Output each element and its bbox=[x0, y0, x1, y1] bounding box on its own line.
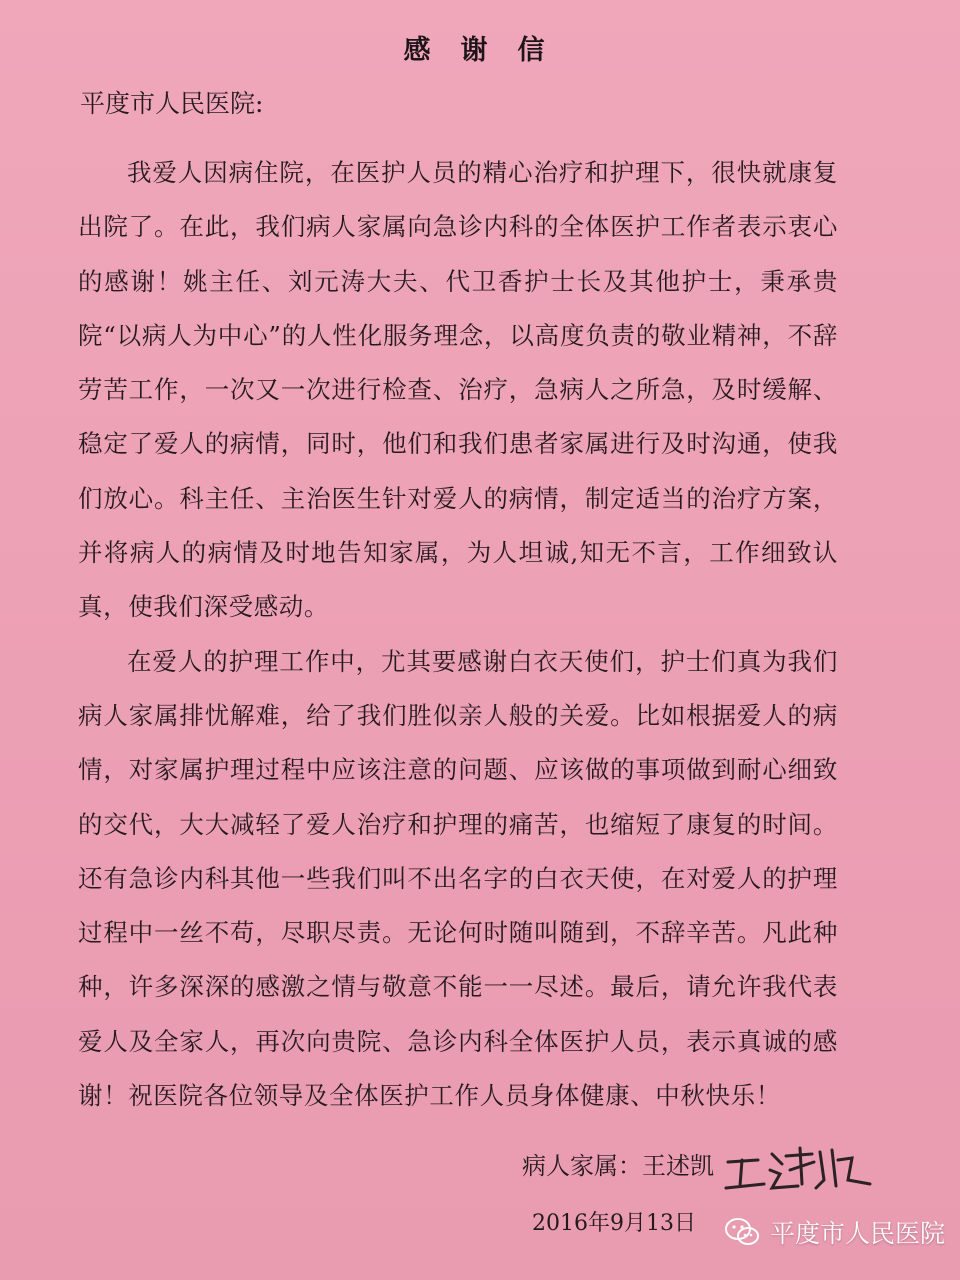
watermark-text: 平度市人民医院 bbox=[770, 1219, 946, 1248]
paragraph: 在爱人的护理工作中，尤其要感谢白衣天使们，护士们真为我们病人家属排忧解难，给了我们胜似亲人般的关爱。比如根据爱人的病情，对家属护理过程中应该注意的问题、应该做的事项做到耐心细致的交代，大大减轻了爱人治疗和护理的痛苦，也缩短了康复的时间。还有急诊内科其他一些我们叫不出名字的白衣天使，在对爱人的护理过程中一丝不苟，尽职尽责。无论何时随叫随到，不辞辛苦。凡此种种，许多深深的感激之情与敬意不能一一尽述。最后，请允许我代表爱人及全家人，再次向贵院、急诊内科全体医护人员，表示真诚的感谢！祝医院各位领导及全体医护工作人员身体健康、中秋快乐！ bbox=[78, 646, 838, 1111]
paragraph: 我爱人因病住院，在医护人员的精心治疗和护理下，很快就康复出院了。在此，我们病人家属向急诊内科的全体医护工作者表示衷心的感谢！姚主任、刘元涛大夫、代卫香护士长及其他护士，秉承贵院“以病人为中心”的人性化服务理念，以高度负责的敬业精神，不辞劳苦工作，一次又一次进行检查、治疗，急病人之所急，及时缓解、稳定了爱人的病情，同时，他们和我们患者家属进行及时沟通，使我们放心。科主任、主治医生针对爱人的病情，制定适当的治疗方案，并将病人的病情及时地告知家属，为人坦诚,知无不言，工作细致认真，使我们深受感动。 bbox=[78, 158, 838, 622]
letter-title: 感谢信 bbox=[403, 35, 575, 66]
wechat-icon bbox=[724, 1217, 760, 1247]
handwritten-signature bbox=[720, 1140, 880, 1200]
salutation: 平度市人民医院: bbox=[80, 89, 264, 118]
watermark bbox=[724, 1214, 945, 1250]
letter-body bbox=[78, 146, 838, 1123]
letter-date: 2016年9月13日 bbox=[532, 1211, 696, 1236]
signer-line: 病人家属：王述凯 bbox=[522, 1152, 714, 1180]
